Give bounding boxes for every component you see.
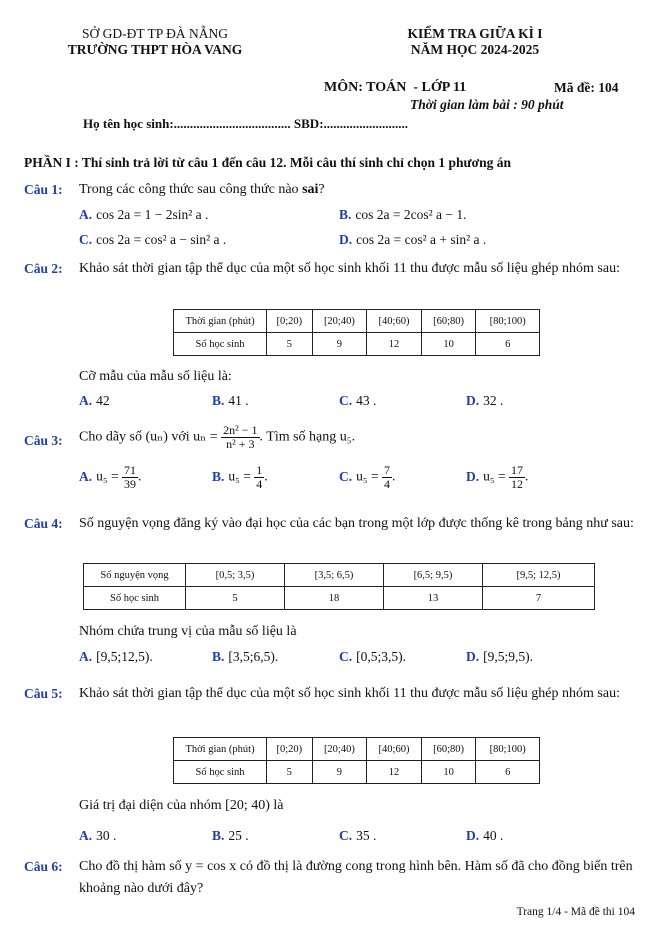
school-name: TRƯỜNG THPT HÒA VANG [67, 42, 243, 57]
option-c[interactable]: C. [0,5;3,5). [339, 649, 406, 664]
option-d[interactable]: D. cos 2a = cos² a + sin² a . [339, 232, 487, 247]
data-table: Thời gian (phút) [0;20) [20;40) [40;60) [60;80) [80;100) Số học sinh 5 9 12 10 6 [173, 309, 540, 356]
option-b[interactable]: B. cos 2a = 2cos² a − 1. [339, 207, 467, 222]
question-text: Khảo sát thời gian tập thể dục của một số học sinh khối 11 thu được mẫu số liệu ghép nhóm sau: [79, 686, 620, 701]
question-text: Cho đồ thị hàm số y = cos x có đồ thị là đường cong trong hình bên. Hàm số đã cho đồng biến trên khoảng nào dưới đây? [79, 859, 633, 896]
question-label: Câu 1: [24, 182, 63, 197]
option-c[interactable]: C. 43 . [339, 393, 377, 408]
fraction: $\frac{\text{2n² − 1}}{\text{n² + 3}}$ [223, 423, 258, 451]
question-label: Câu 4: [24, 516, 63, 531]
question-prompt: Nhóm chứa trung vị của mẫu số liệu là [79, 624, 297, 639]
page-footer: Trang 1/4 - Mã đề thi 104 [516, 906, 635, 918]
student-info: Họ tên học sinh:.................................... SBD:.......................... [83, 116, 409, 131]
option-c[interactable]: C. u₅ = $\frac{7}{4}$ . [339, 463, 396, 491]
option-c[interactable]: C. cos 2a = cos² a − sin² a . [79, 232, 227, 247]
option-d[interactable]: D. [9,5;9,5). [466, 649, 533, 664]
question-prompt: Cỡ mẫu của mẫu số liệu là: [79, 369, 232, 384]
question-label: Câu 5: [24, 686, 63, 701]
option-d[interactable]: D. 32 . [466, 393, 504, 408]
option-a[interactable]: A. 30 . [79, 828, 117, 843]
question-label: Câu 6: [24, 859, 63, 874]
exam-title: KIỂM TRA GIỮA KÌ I [407, 26, 543, 41]
option-d[interactable]: D. u₅ = $\frac{17}{12}$ . [466, 463, 529, 491]
option-a[interactable]: A. cos 2a = 1 − 2sin² a . [79, 207, 209, 222]
option-a[interactable]: A. [9,5;12,5). [79, 649, 153, 664]
question-prompt: Giá trị đại diện của nhóm [20; 40) là [79, 798, 284, 813]
option-d[interactable]: D. 40 . [466, 828, 504, 843]
question-text: Số nguyện vọng đăng ký vào đại học của các bạn trong một lớp được thống kê trong bảng như sau: [79, 516, 634, 531]
exam-code: Mã đề: 104 [554, 80, 619, 95]
data-table: Thời gian (phút) [0;20) [20;40) [40;60) [60;80) [80;100) Số học sinh 5 9 12 10 6 [173, 737, 540, 784]
question-label: Câu 3: [24, 433, 63, 448]
question-text: Khảo sát thời gian tập thể dục của một số học sinh khối 11 thu được mẫu số liệu ghép nhóm sau: [79, 261, 620, 276]
dept-name: SỞ GD-ĐT TP ĐÀ NẴNG [81, 26, 228, 41]
option-b[interactable]: B. [3,5;6,5). [212, 649, 279, 664]
question-label: Câu 2: [24, 261, 63, 276]
option-b[interactable]: B. 41 . [212, 393, 249, 408]
option-a[interactable]: A. u₅ = $\frac{71}{39}$ . [79, 463, 142, 491]
duration: Thời gian làm bài : 90 phút [410, 97, 564, 112]
question-text: Trong các công thức sau công thức nào sai? [79, 182, 325, 197]
question-text: Cho dãy số (uₙ) với uₙ = $\frac{\text{2n² − 1}}{\text{n² + 3}}$ . Tìm số hạng u₅. [79, 423, 356, 451]
school-year: NĂM HỌC 2024-2025 [410, 42, 540, 57]
data-table: Số nguyện vọng [0,5; 3,5) [3,5; 6,5) [6,5; 9,5) [9,5; 12,5) Số học sinh 5 18 13 7 [83, 563, 595, 610]
part-heading: PHẦN I : Thí sinh trả lời từ câu 1 đến câu 12. Mỗi câu thí sinh chỉ chọn 1 phương án [24, 155, 511, 170]
subject: MÔN: TOÁN - LỚP 11 [324, 80, 467, 95]
option-c[interactable]: C. 35 . [339, 828, 377, 843]
option-b[interactable]: B. 25 . [212, 828, 249, 843]
option-b[interactable]: B. u₅ = $\frac{1}{4}$ . [212, 463, 268, 491]
option-a[interactable]: A. 42 [79, 393, 110, 408]
